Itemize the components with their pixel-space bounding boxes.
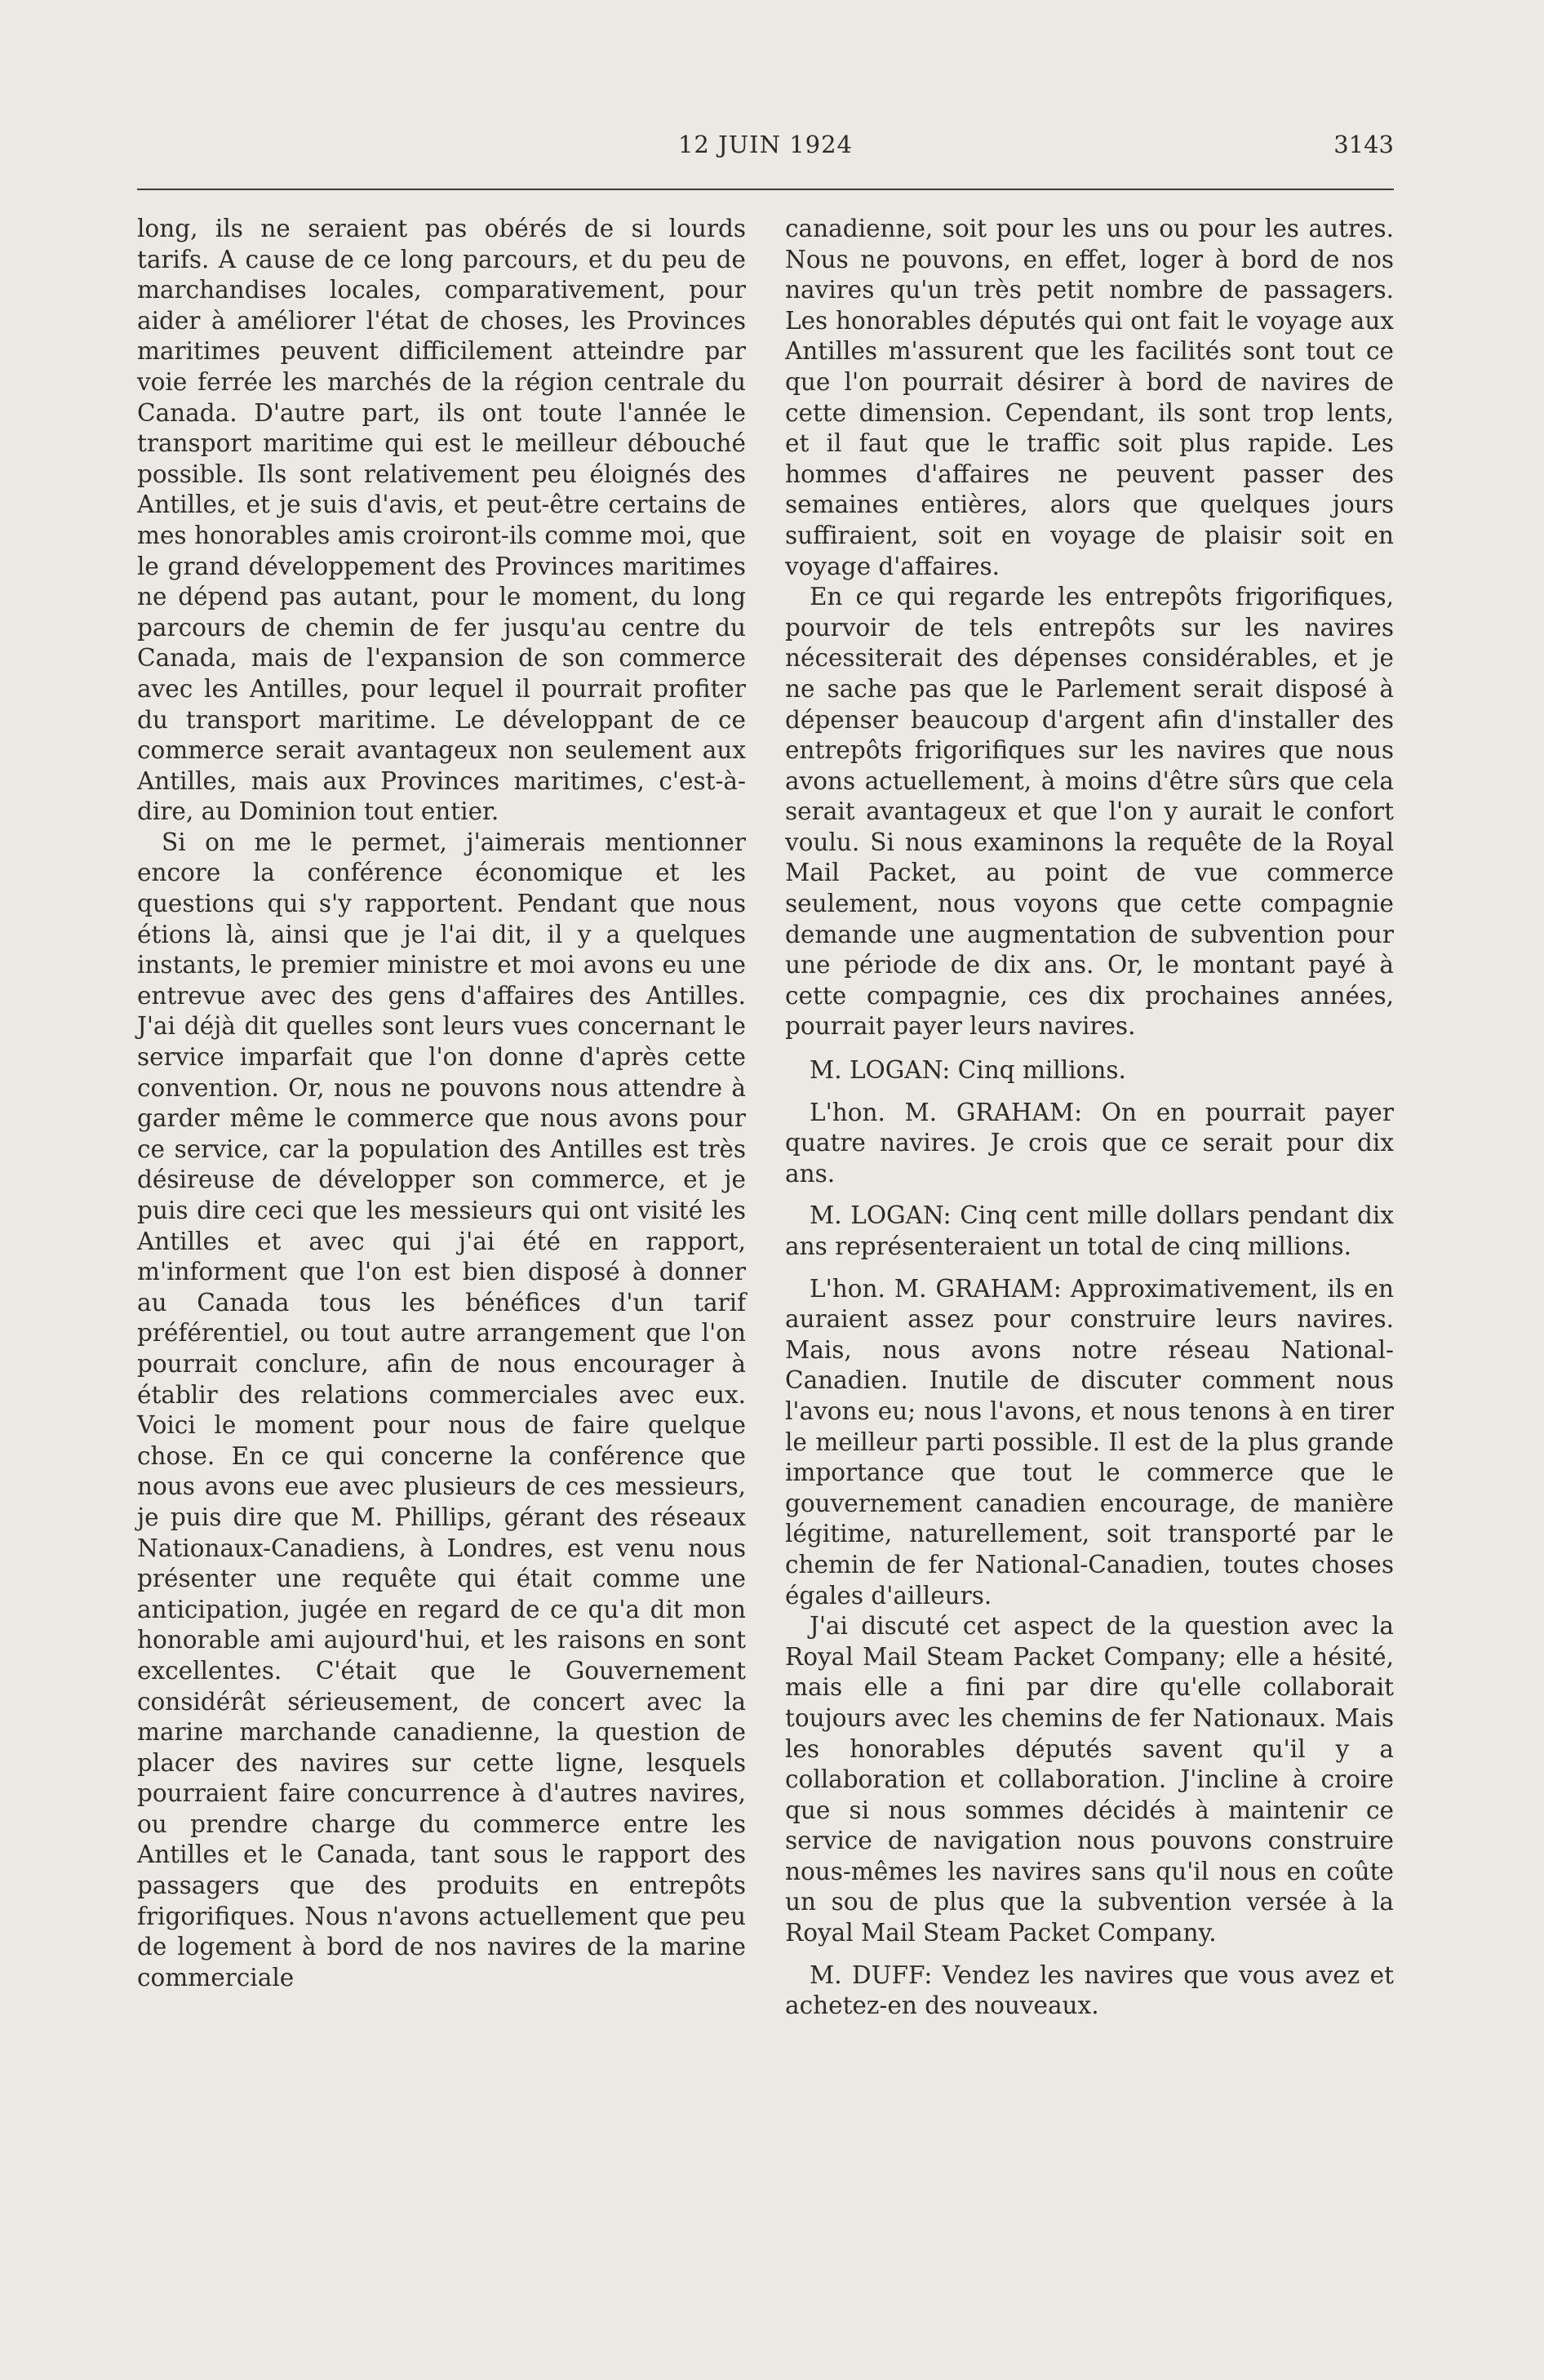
speech-logan: M. LOGAN: Cinq millions. [810,1056,1126,1085]
speech-duff: M. DUFF: Vendez les navires que vous avez et achetez-en des nouveaux. [785,1960,1394,2020]
paragraph: canadienne, soit pour les uns ou pour les autres. Nous ne pouvons, en effet, loger à bord de nos navires qu'un très petit nombre de passagers. Les honorables députés qui ont fait le voyage aux Antilles m'assurent que les facilités sont tout ce que l'on pourrait désirer à bord de navires de cette dimension. Cependant, ils sont trop lents, et il faut que le traffic soit plus rapide. Les hommes d'affaires ne peuvent passer des semaines entières, alors que quelques jours suffiraient, soit en voyage de plaisir soit en voyage d'affaires. [785,215,1394,580]
page-header [137,131,1394,171]
page-number: 3143 [1333,131,1394,158]
left-column [137,214,746,1993]
header-rule [137,189,1394,190]
page-date: 12 JUIN 1924 [677,131,854,158]
speech-graham: L'hon. M. GRAHAM: Approximativement, ils en auraient assez pour construire leurs navires. Mais, nous avons notre réseau National-Canadien. Inutile de discuter comment nous l'avons eu; nous l'avons, et nous tenons à en tirer le meilleur parti possible. Il est de la plus grande importance que tout le commerce que le gouvernement canadien encourage, de manière légitime, naturellement, soit transporté par le chemin de fer National-Canadien, toutes choses égales d'ailleurs. [785,1274,1394,1610]
speech-logan: M. LOGAN: Cinq cent mille dollars pendant dix ans représenteraient un total de cinq millions. [785,1201,1394,1260]
paragraph: J'ai discuté cet aspect de la question avec la Royal Mail Steam Packet Company; elle a hésité, mais elle a fini par dire qu'elle collaborait toujours avec les chemins de fer Nationaux. Mais les honorables députés savent qu'il y a collaboration et collaboration. J'incline à croire que si nous sommes décidés à maintenir ce service de navigation nous pouvons construire nous-mêmes les navires sans qu'il nous en coûte un sou de plus que la subvention versée à la Royal Mail Steam Packet Company. [785,1612,1394,1947]
right-column [785,214,1394,2022]
paragraph: Si on me le permet, j'aimerais mentionner encore la conférence économique et les questions qui s'y rapportent. Pendant que nous étions là, ainsi que je l'ai dit, il y a quelques instants, le premier ministre et moi avons eu une entrevue avec des gens d'affaires des Antilles. J'ai déjà dit quelles sont leurs vues concernant le service imparfait que l'on donne d'après cette convention. Or, nous ne pouvons nous attendre à garder même le commerce que nous avons pour ce service, car la population des Antilles est très désireuse de développer son commerce, et je puis dire ceci que les messieurs qui ont visité les Antilles et avec qui j'ai été en rapport, m'informent que l'on est bien disposé à donner au Canada tous les bénéfices d'un tarif préférentiel, ou tout autre arrangement que l'on pourrait conclure, afin de nous encourager à établir des relations commerciales avec eux. Voici le moment pour nous de faire quelque chose. En ce qui concerne la conférence que nous avons eue avec plusieurs de ces messieurs, je puis dire que M. Phillips, gérant des réseaux Nationaux-Canadiens, à Londres, est venu nous présenter une requête qui était comme une anticipation, jugée en regard de ce qu'a dit mon honorable ami aujourd'hui, et les raisons en sont excellentes. C'était que le Gouvernement considérât sérieusement, de concert avec la marine marchande canadienne, la question de placer des navires sur cette ligne, lesquels pourraient faire concurrence à d'autres navires, ou prendre charge du commerce entre les Antilles et le Canada, tant sous le rapport des passagers que des produits en entrepôts frigorifiques. Nous n'avons actuellement que peu de logement à bord de nos navires de la marine commerciale [137,828,746,1991]
paragraph: long, ils ne seraient pas obérés de si lourds tarifs. A cause de ce long parcours, et du peu de marchandises locales, comparativement, pour aider à améliorer l'état de choses, les Provinces maritimes peuvent difficilement atteindre par voie ferrée les marchés de la région centrale du Canada. D'autre part, ils ont toute l'année le transport maritime qui est le meilleur débouché possible. Ils sont relativement peu éloignés des Antilles, et je suis d'avis, et peut-être certains de mes honorables amis croiront-ils comme moi, que le grand développement des Provinces maritimes ne dépend pas autant, pour le moment, du long parcours de chemin de fer jusqu'au centre du Canada, mais de l'expansion de son commerce avec les Antilles, pour lequel il pourrait profiter du transport maritime. Le développant de ce commerce serait avantageux non seulement aux Antilles, mais aux Provinces maritimes, c'est-à-dire, au Dominion tout entier. [137,215,746,826]
paragraph: En ce qui regarde les entrepôts frigorifiques, pourvoir de tels entrepôts sur les navires nécessiterait des dépenses considérables, et je ne sache pas que le Parlement serait disposé à dépenser beaucoup d'argent afin d'installer des entrepôts frigorifiques sur les navires que nous avons actuellement, à moins d'être sûrs que cela serait avantageux et que l'on y aurait le confort voulu. Si nous examinons la requête de la Royal Mail Packet, au point de vue commerce seulement, nous voyons que cette compagnie demande une augmentation de subvention pour une période de dix ans. Or, le montant payé à cette compagnie, ces dix prochaines années, pourrait payer leurs navires. [785,583,1394,1041]
speech-graham: L'hon. M. GRAHAM: On en pourrait payer quatre navires. Je crois que ce serait pour dix ans. [785,1098,1394,1188]
